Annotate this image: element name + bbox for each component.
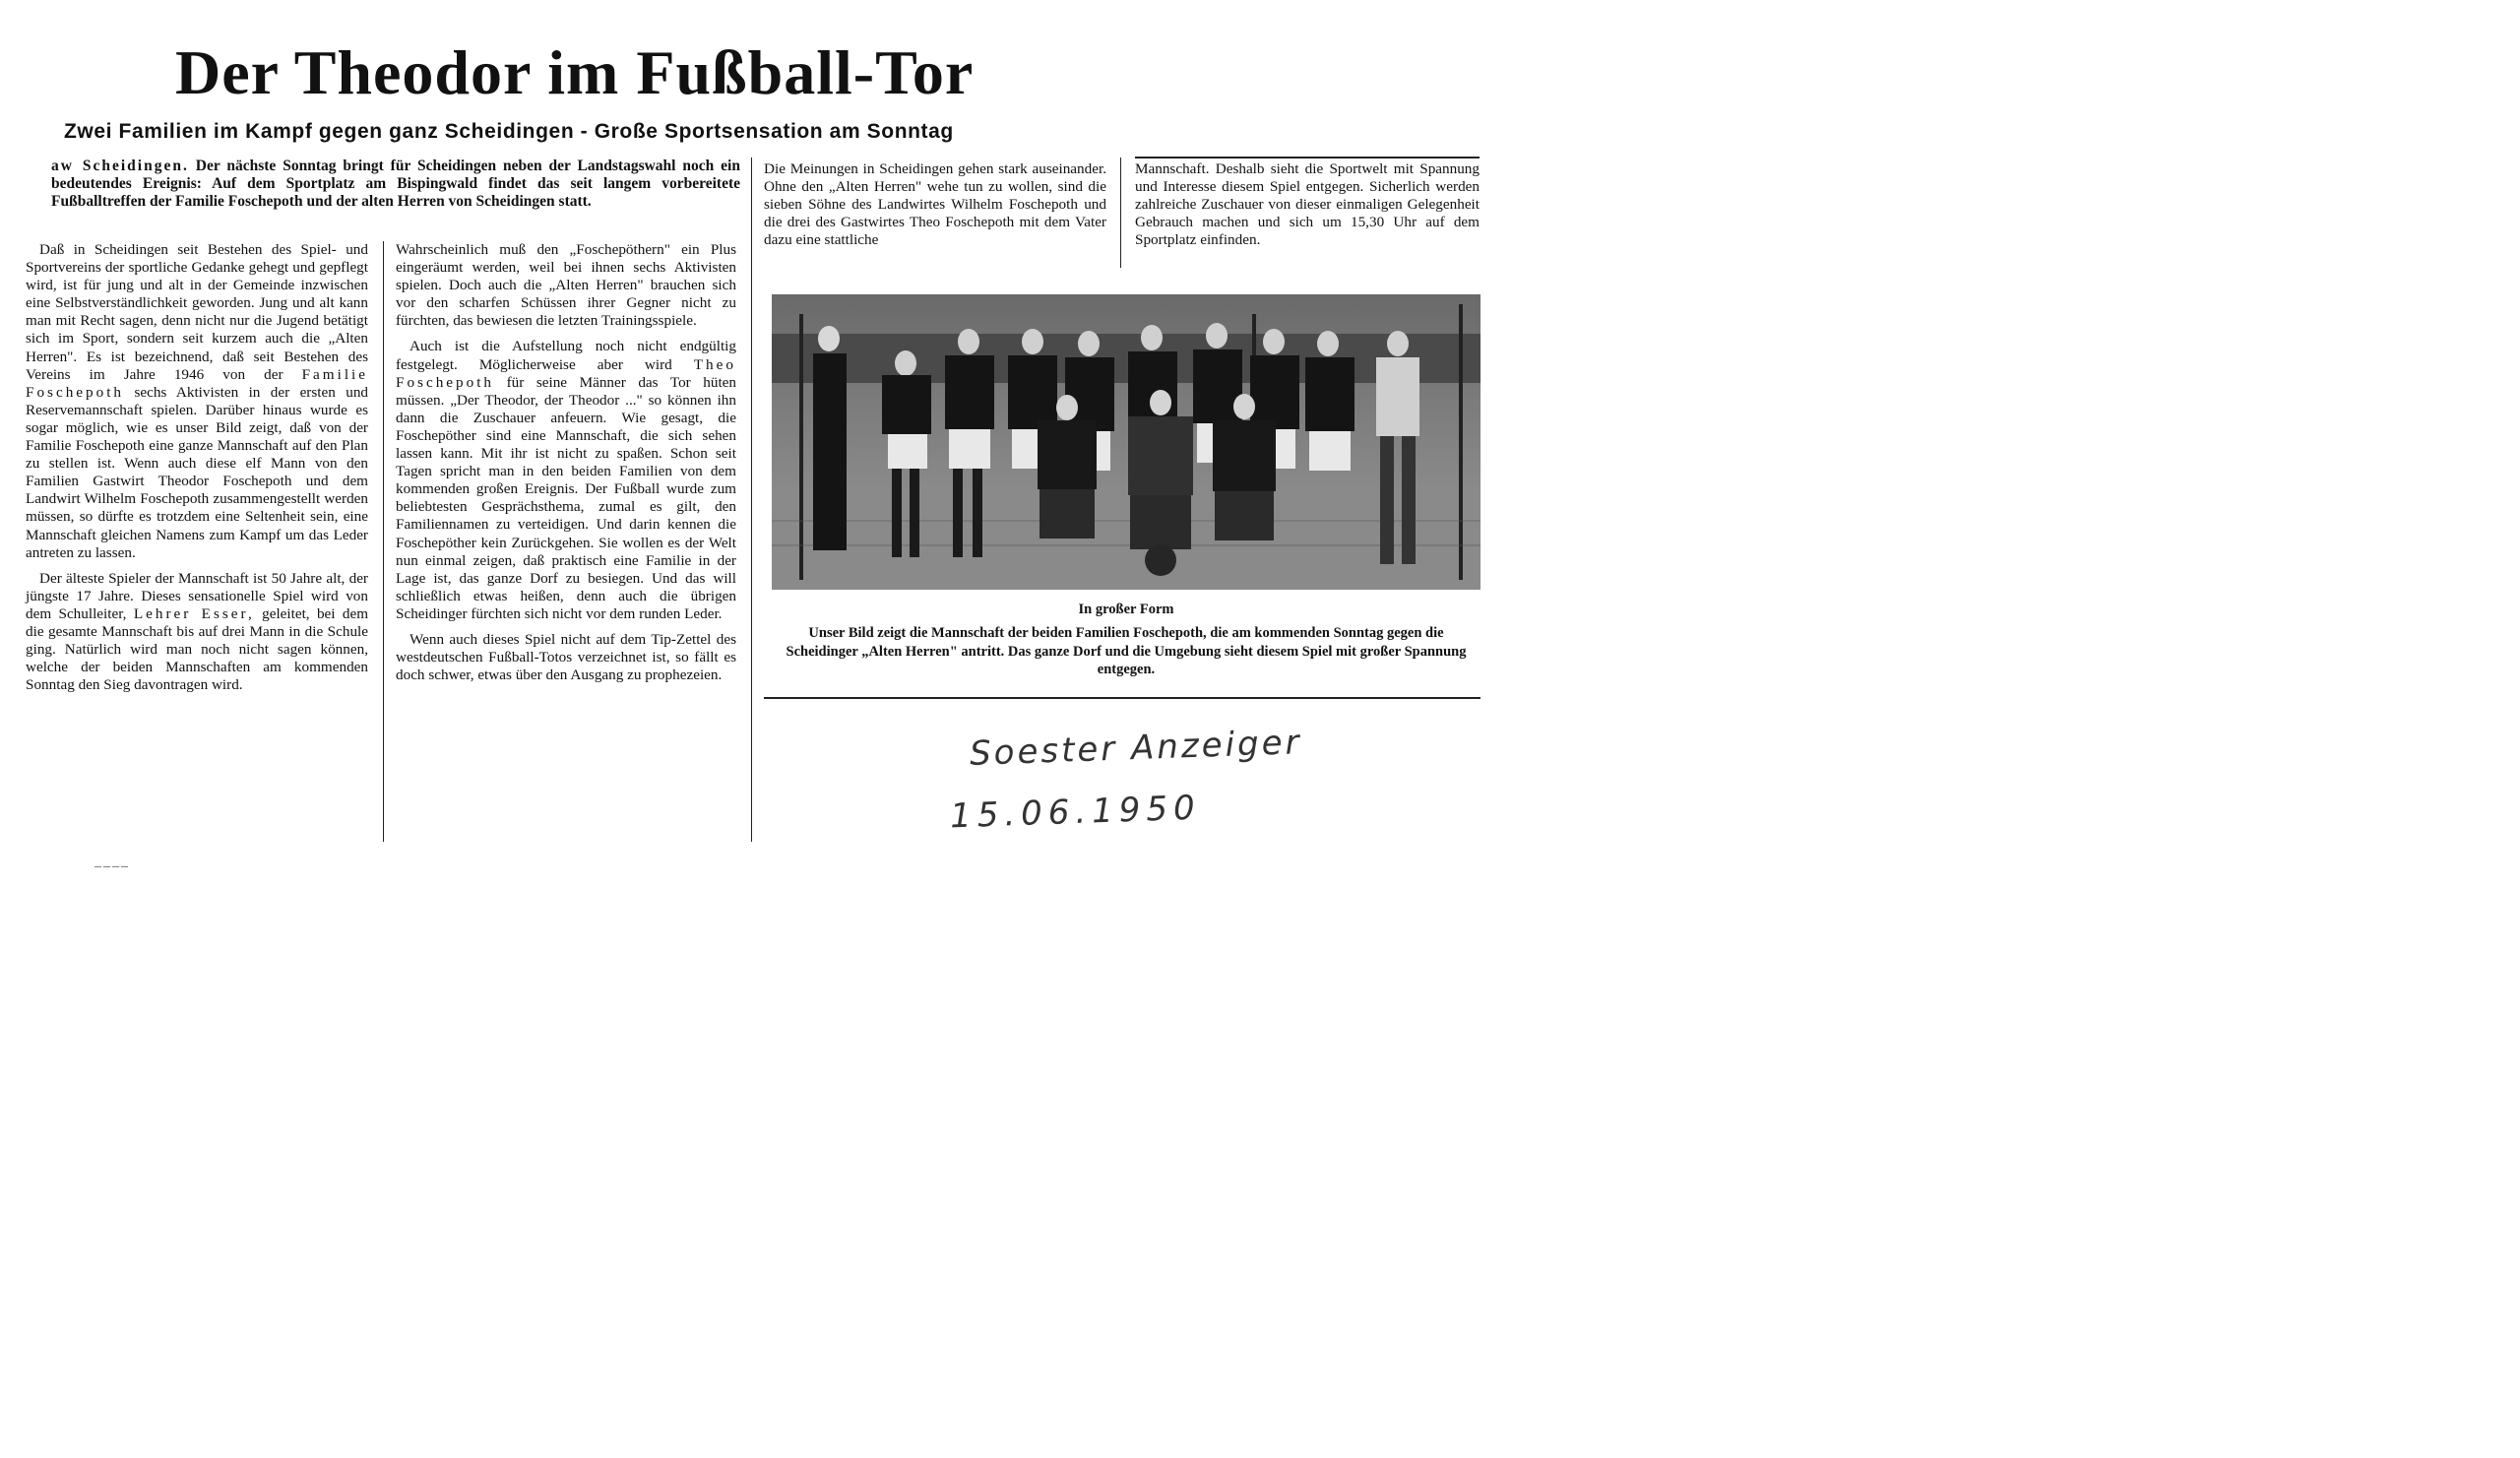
column-rule: [383, 241, 384, 842]
paragraph: Daß in Scheidingen seit Bestehen des Spiel- und Sportvereins der sportliche Gedanke gehegt und gepflegt wird, ist für jung und alt in der Gemeinde inzwischen eine Selbstverständlichkeit geworden. Jung und alt kann man mit Recht sagen, denn nicht nur die Jugend betätigt sich im Sport, sondern seit kurzem auch die „Alten Herren". Es ist bezeichnend, daß seit Bestehen des Vereins im Jahre 1946 von der Familie Foschepoth sechs Aktivisten in der ersten und Reservemannschaft spielen. Darüber hinaus wurde es sogar möglich, wie es unser Bild zeigt, daß von der Familie Foschepoth eine ganze Mannschaft auf den Plan zu stellen ist. Wenn auch diese elf Mann von den Familien Gastwirt Theodor Foschepoth und dem Landwirt Wilhelm Foschepoth zusammengestellt werden müssen, so dürfte es trotzdem eine Seltenheit sein, eine Mannschaft gleichen Namens zum Kampf um das Leder antreten zu lassen.: [26, 241, 369, 561]
dateline: aw Scheidingen.: [51, 158, 189, 174]
section-rule: [764, 697, 1480, 699]
column-4: [1135, 160, 1480, 257]
top-rule: [1135, 157, 1480, 158]
column-3: [764, 160, 1106, 257]
handwritten-date: 15.06.1950: [949, 788, 1202, 837]
paragraph: Wahrscheinlich muß den „Foschepöthern" ein Plus eingeräumt werden, weil bei ihnen sechs Aktivisten spielen. Doch auch die „Alten Herren" brauchen sich vor den scharfen Schüssen ihrer Gegner nicht zu fürchten, das bewiesen die letzten Trainingsspiele.: [396, 241, 736, 330]
paragraph: Die Meinungen in Scheidingen gehen stark auseinander. Ohne den „Alten Herren" wehe tun zu wollen, sind die sieben Söhne des Landwirtes Wilhelm Foschepoth und die drei des Gastwirtes Theo Foschepoth mit dem Vater dazu eine stattliche: [764, 160, 1106, 249]
handwritten-source: Soester Anzeiger: [969, 723, 1303, 774]
column-2: [396, 241, 736, 692]
lead-paragraph: [51, 158, 740, 211]
column-rule: [1120, 158, 1121, 268]
photo-caption-title: In großer Form: [1078, 602, 1174, 617]
lead-text: Der nächste Sonntag bringt für Scheidingen neben der Landstagswahl noch ein bedeutendes Ereignis: Auf dem Sportplatz am Bispingwald findet das seit langem vorbereitete Fußballtreffen der Familie Foschepoth und der alten Herren von Scheidingen statt.: [51, 158, 740, 210]
paragraph: Auch ist die Aufstellung noch nicht endgültig festgelegt. Möglicherweise aber wird Theo Foschepoth für seine Männer das Tor hüten müssen. „Der Theodor, der Theodor ..." so können ihn dann die Zuschauer anfeuern. Wie gesagt, die Foschepöther sind eine Mannschaft, die sich sehen lassen kann. Mit ihr ist nicht zu spaßen. Schon seit Tagen spricht man in den beiden Familien von dem kommenden großen Ereignis. Der Fußball wurde zum beliebtesten Gesprächsthema, zumal es gilt, den Familiennamen zu verteidigen. Und darin kennen die Foschepöther kein Zurückgehen. Sie wollen es der Welt nun einmal zeigen, daß praktisch eine Familie in der Lage ist, das ganze Dorf zu besiegen. Und das will schließlich etwas heißen, denn auch die übrigen Scheidinger fürchten sich nicht vor dem runden Leder.: [396, 338, 736, 622]
headline: Der Theodor im Fußball-Tor: [175, 37, 975, 107]
team-photo: [772, 294, 1480, 590]
paragraph: Der älteste Spieler der Mannschaft ist 50 Jahre alt, der jüngste 17 Jahre. Dieses sensationelle Spiel wird von dem Schulleiter, Lehrer Esser, geleitet, bei dem die gesamte Mannschaft bis auf drei Mann in die Schule ging. Natürlich wird man noch nicht sagen können, welche der beiden Mannschaften am kommenden Sonntag den Sieg davontragen wird.: [26, 569, 369, 694]
column-rule: [751, 158, 752, 842]
column-1: [26, 241, 368, 702]
footer-mark: ____: [94, 855, 130, 869]
paragraph: Wenn auch dieses Spiel nicht auf dem Tip-Zettel des westdeutschen Fußball-Totos verzeichnet ist, so fällt es doch schwer, etwas über den Ausgang zu prophezeien.: [396, 630, 736, 684]
photo-caption: Unser Bild zeigt die Mannschaft der beiden Familien Foschepoth, die am kommenden Sonntag gegen die Scheidinger „Alten Herren" antritt. Das ganze Dorf und die Umgebung sieht diesem Spiel mit großer Spannung entgegen.: [786, 625, 1467, 677]
paragraph: Mannschaft. Deshalb sieht die Sportwelt mit Spannung und Interesse diesem Spiel entgegen. Sicherlich werden zahlreiche Zuschauer von dieser einmaligen Gelegenheit Gebrauch machen und sich um 15,30 Uhr auf dem Sportplatz einfinden.: [1135, 160, 1480, 249]
subheadline: Zwei Familien im Kampf gegen ganz Scheidingen - Große Sportsensation am Sonntag: [64, 120, 954, 143]
